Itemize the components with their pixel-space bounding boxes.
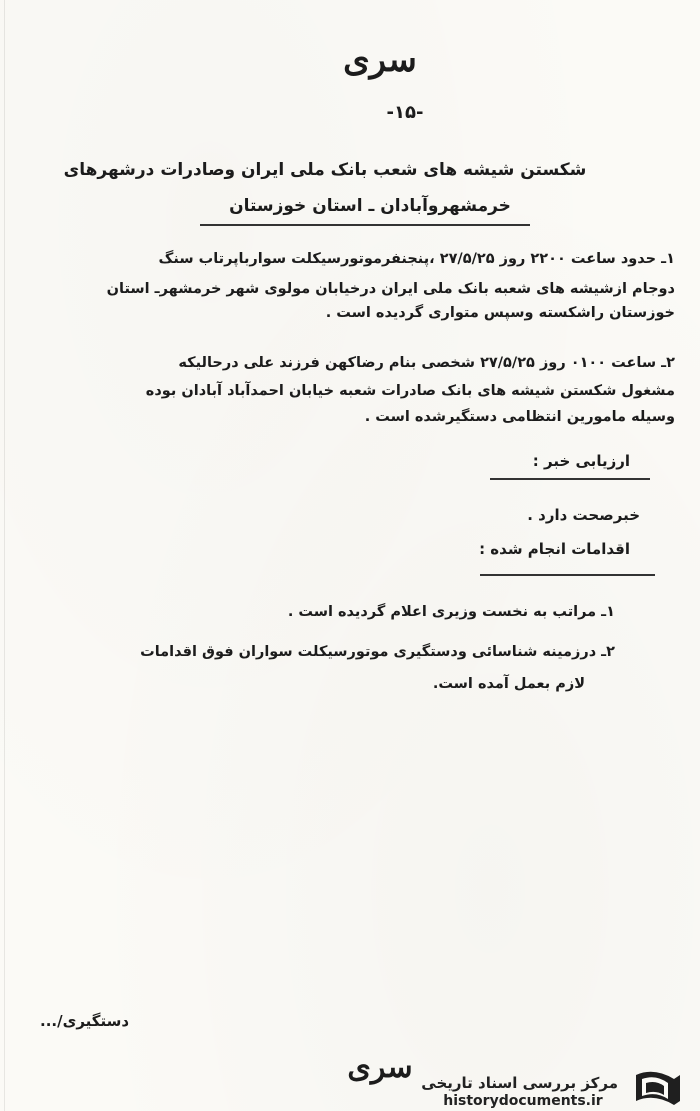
watermark: [421, 1073, 690, 1111]
action-item: ۱ـ مراتب به نخست وزیری اعلام گردیده است .: [287, 604, 615, 620]
page-number: -۱۵-: [386, 102, 424, 123]
assessment-text: خبرصحت دارد .: [527, 506, 640, 524]
assessment-heading: ارزیابی خبر :: [532, 452, 630, 470]
action-item-continuation: لازم بعمل آمده است.: [432, 676, 585, 692]
paragraph-line: ۱ـ حدود ساعت ۲۲۰۰ روز ۲۷/۵/۲۵ ،پنجنفرموتورسیکلت سوارباپرتاب سنگ: [158, 251, 675, 267]
assessment-underline: [490, 478, 650, 480]
actions-underline: [480, 574, 655, 576]
paragraph-line: خوزستان راشکسته وسپس متواری گردیده است .: [325, 305, 675, 321]
paragraph-line: ۲ـ ساعت ۰۱۰۰ روز ۲۷/۵/۲۵ شخصی بنام رضاکهن فرزند علی درحالیکه: [178, 355, 675, 371]
paragraph-1: [35, 247, 675, 325]
actions-heading: اقدامات انجام شده :: [479, 540, 630, 558]
action-item: ۲ـ درزمینه شناسائی ودستگیری موتورسیکلت سواران فوق اقدامات: [140, 644, 615, 660]
paragraph-2: [35, 351, 675, 429]
book-logo-icon: [630, 1065, 682, 1111]
paragraph-line: مشغول شکستن شیشه های بانک صادرات شعبه خیابان احمدآباد آبادان بوده: [145, 383, 675, 399]
actions-list: [115, 596, 615, 700]
watermark-text: [421, 1073, 618, 1109]
paragraph-line: وسیله مامورین انتظامی دستگیرشده است .: [364, 409, 675, 425]
paragraph-line: دوجام ازشیشه های شعبه بانک ملی ایران درخیابان مولوی شهر خرمشهرـ استان: [106, 281, 675, 297]
document-title-line-2: خرمشهروآبادان ـ استان خوزستان: [229, 196, 511, 216]
title-underline: [200, 224, 530, 226]
watermark-url: historydocuments.ir: [443, 1093, 603, 1109]
classification-top: سری: [343, 40, 417, 80]
footer-reference: دستگیری/...: [40, 1012, 130, 1030]
watermark-name: مرکز بررسی اسناد تاریخی: [421, 1074, 618, 1092]
scan-edge: [4, 0, 5, 1111]
document-title-line-1: شکستن شیشه های شعب بانک ملی ایران وصادرات درشهرهای: [63, 160, 587, 180]
classification-bottom: سری: [347, 1050, 413, 1085]
